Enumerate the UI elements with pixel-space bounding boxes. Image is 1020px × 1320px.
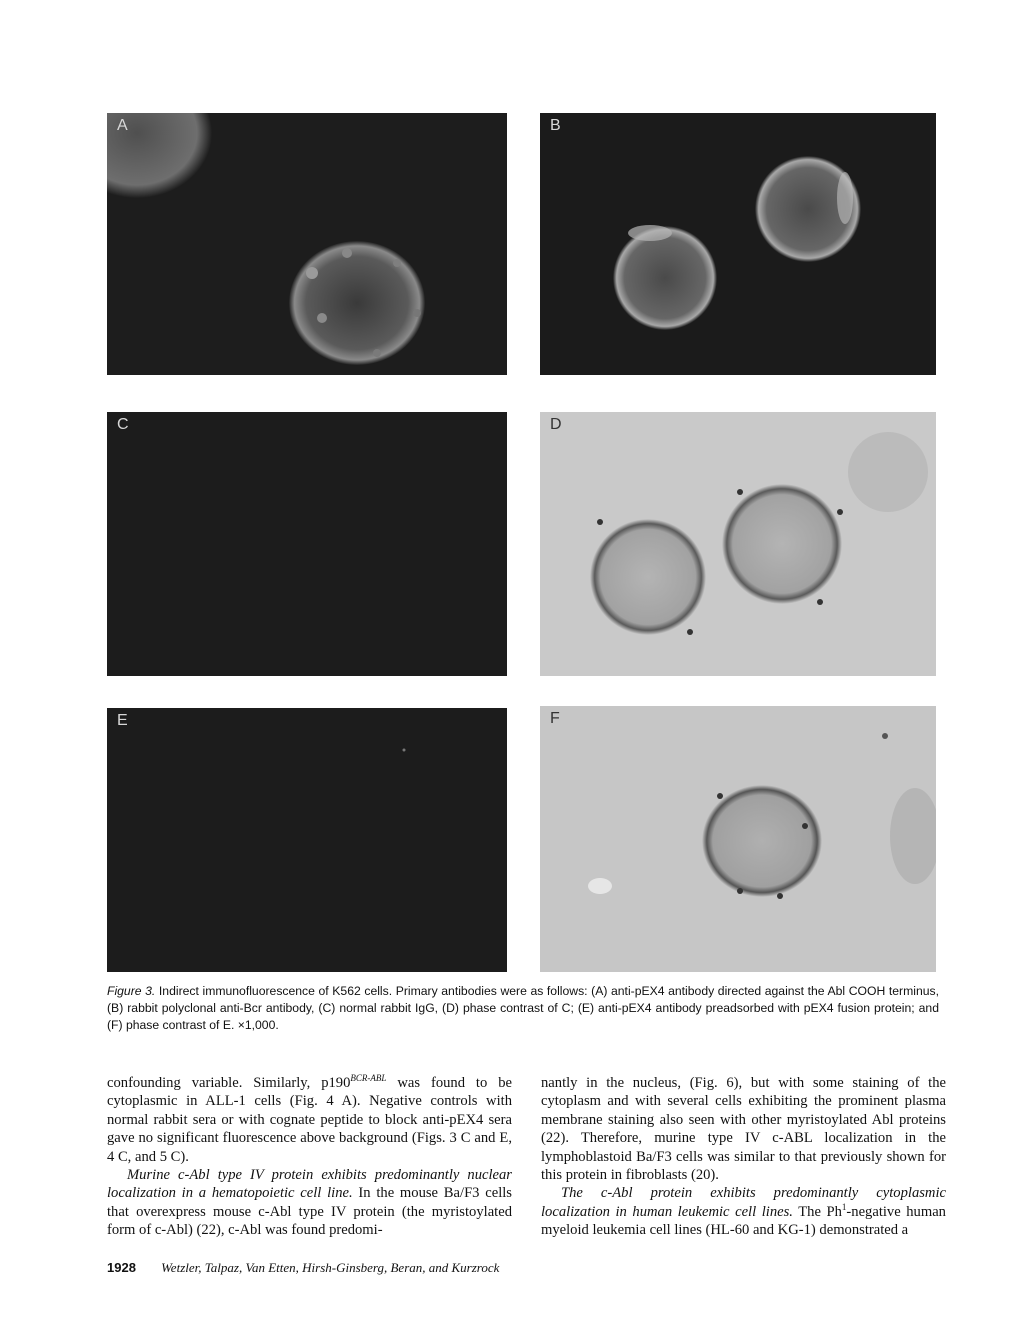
text-run: was found to be cytoplasmic in ALL-1 cells (Fig. 4 A). Negative controls with normal rabbit sera or with cognate peptide to block anti-pEX4 sera gave no significant fluorescence above background (Figs. 3 C and E, 4 C, and 5 C).: [107, 1075, 512, 1165]
section-heading: Murine c-Abl type IV protein exhibits predominantly nuclear localization in a hematopoietic cell line.: [107, 1167, 512, 1202]
micrograph-d: [540, 412, 936, 676]
section-heading: The c-Abl protein exhibits predominantly cytoplasmic localization in human leukemic cell lines.: [541, 1185, 946, 1220]
text-run: The Ph: [792, 1203, 842, 1220]
figure-label: Figure 3.: [107, 984, 156, 998]
figure-panel-d: [540, 412, 936, 676]
panel-label-e: E: [117, 712, 128, 729]
panel-label-b: B: [550, 117, 561, 134]
superscript: BCR-ABL: [350, 1073, 387, 1084]
micrograph-e: [107, 708, 507, 972]
page-number: 1928: [107, 1260, 136, 1275]
micrograph-b: [540, 113, 936, 375]
figure-panel-a: [107, 113, 507, 375]
body-column-left: [107, 1074, 512, 1240]
text-run: confounding variable. Similarly, p190: [107, 1075, 351, 1091]
paragraph: nantly in the nucleus, (Fig. 6), but with some staining of the cytoplasm and with several cells exhibiting the prominent plasma membrane staining also seen with other myristoylated Abl proteins (22). Therefore, murine type IV c-ABL localization in the lymphoblastoid Ba/F3 cells was similar to that previously shown for this protein in fibroblasts (20).: [541, 1075, 946, 1184]
paragraph: [541, 1184, 946, 1239]
micrograph-a: [107, 113, 507, 375]
panel-label-f: F: [550, 710, 560, 727]
figure-panel-c: [107, 412, 507, 676]
figure-panel-e: [107, 708, 507, 972]
text-run: In the mouse Ba/F3 cells that overexpress mouse c-Abl type IV protein (the myristoylated form of c-Abl) (22), c-Abl was found predomi-: [107, 1185, 512, 1239]
superscript: 1: [841, 1201, 847, 1212]
running-authors: Wetzler, Talpaz, Van Etten, Hirsh-Ginsberg, Beran, and Kurzrock: [161, 1260, 500, 1275]
figure-panel-f: [540, 706, 936, 972]
text-run: -negative human myeloid leukemia cell lines (HL-60 and KG-1) demonstrated a: [541, 1203, 946, 1239]
paragraph: [107, 1074, 512, 1166]
paragraph: [107, 1166, 512, 1240]
micrograph-c: [107, 412, 507, 676]
panel-label-a: A: [117, 117, 128, 134]
panel-label-d: D: [550, 416, 562, 433]
micrograph-f: [540, 706, 936, 972]
page-footer: [107, 1260, 499, 1276]
caption-text: Indirect immunofluorescence of K562 cells. Primary antibodies were as follows: (A) anti-pEX4 antibody directed against the Abl COOH terminus, (B) rabbit polyclonal anti-Bcr antibody, (C) normal rabbit IgG, (D) phase contrast of C; (E) anti-pEX4 antibody preadsorbed with pEX4 fusion protein; and (F) phase contrast of E. ×1,000.: [107, 984, 939, 1032]
figure-caption: [107, 983, 939, 1034]
panel-label-c: C: [117, 416, 129, 433]
figure-panel-b: [540, 113, 936, 375]
body-column-right: [541, 1074, 946, 1240]
